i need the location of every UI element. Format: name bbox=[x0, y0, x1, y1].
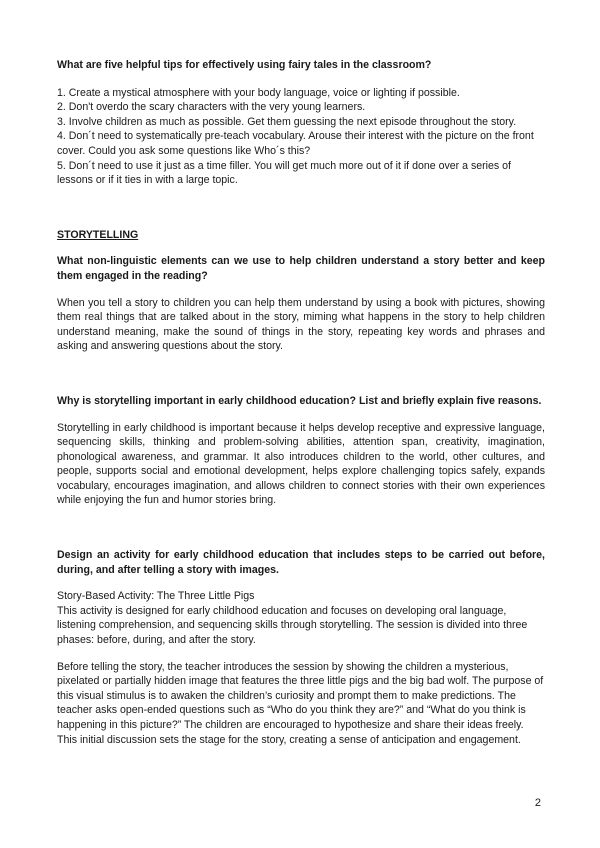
answer-non-linguistic: When you tell a story to children you can help them understand by using a book with pictures, showing them real things that are talked about in the story, miming what happens in the story to help children understand meaning, make the sound of things in the story, repeating key words and phrases and asking and answering questions about the story. bbox=[57, 296, 545, 353]
tip-item-4: 4. Don´t need to systematically pre-teach vocabulary. Arouse their interest with the picture on the front cover. Could you ask some questions like Who´s this? bbox=[57, 130, 534, 157]
tip-item-1: 1. Create a mystical atmosphere with your body language, voice or lighting if possible. bbox=[57, 86, 460, 99]
tip-item-2: 2. Don't overdo the scary characters with the very young learners. bbox=[57, 101, 366, 114]
tip-item-5: 5. Don´t need to use it just as a time filler. You will get much more out of it if done over a series of lessons or if it ties in with a large topic. bbox=[57, 159, 511, 187]
question-importance: Why is storytelling important in early childhood education? List and briefly explain five reasons. bbox=[57, 394, 542, 407]
answer-importance: Storytelling in early childhood is important because it helps develop receptive and expressive language, sequencing skills, thinking and problem-solving abilities, attention span, creativity, imagination, phonological awareness, and grammar. It also introduces children to the world, other cultures, and people, supports social and emotional development, helps explore challenging topics safely, expands vocabulary, encourages imagination, and allows children to connect stories with their own experiences while enjoying the fun and humor stories bring. bbox=[57, 421, 545, 507]
page-number: 2 bbox=[534, 797, 541, 809]
tips-question: What are five helpful tips for effectively using fairy tales in the classroom? bbox=[57, 59, 432, 71]
question-activity: Design an activity for early childhood education that includes steps to be carried out before, during, and after telling a story with images. bbox=[57, 549, 545, 576]
activity-before-phase: Before telling the story, the teacher introduces the session by showing the children a mysterious, pixelated or partially hidden image that features the three little pigs and the big bad wolf. The purpose of this visual stimulus is to awaken the children’s curiosity and prompt them to make predictions. The teacher asks open-ended questions such as “Who do you think they are?” and “What do you think is happening in this picture?” The children are encouraged to hypothesize and share their ideas freely. This initial discussion sets the stage for the story, creating a sense of anticipation and engagement. bbox=[57, 660, 544, 746]
tip-item-3: 3. Involve children as much as possible. Get them guessing the next episode throughout the story. bbox=[57, 115, 517, 128]
document-page bbox=[57, 58, 545, 747]
activity-intro: This activity is designed for early childhood education and focuses on developing oral language, listening comprehension, and sequencing skills through storytelling. The session is divided into three phases: before, during, and after the story. bbox=[57, 604, 528, 647]
storytelling-heading: STORYTELLING bbox=[57, 228, 139, 241]
activity-title: Story-Based Activity: The Three Little Pigs bbox=[57, 590, 255, 603]
tips-list bbox=[57, 86, 545, 188]
question-non-linguistic: What non-linguistic elements can we use to help children understand a story better and keep them engaged in the reading? bbox=[57, 255, 545, 282]
